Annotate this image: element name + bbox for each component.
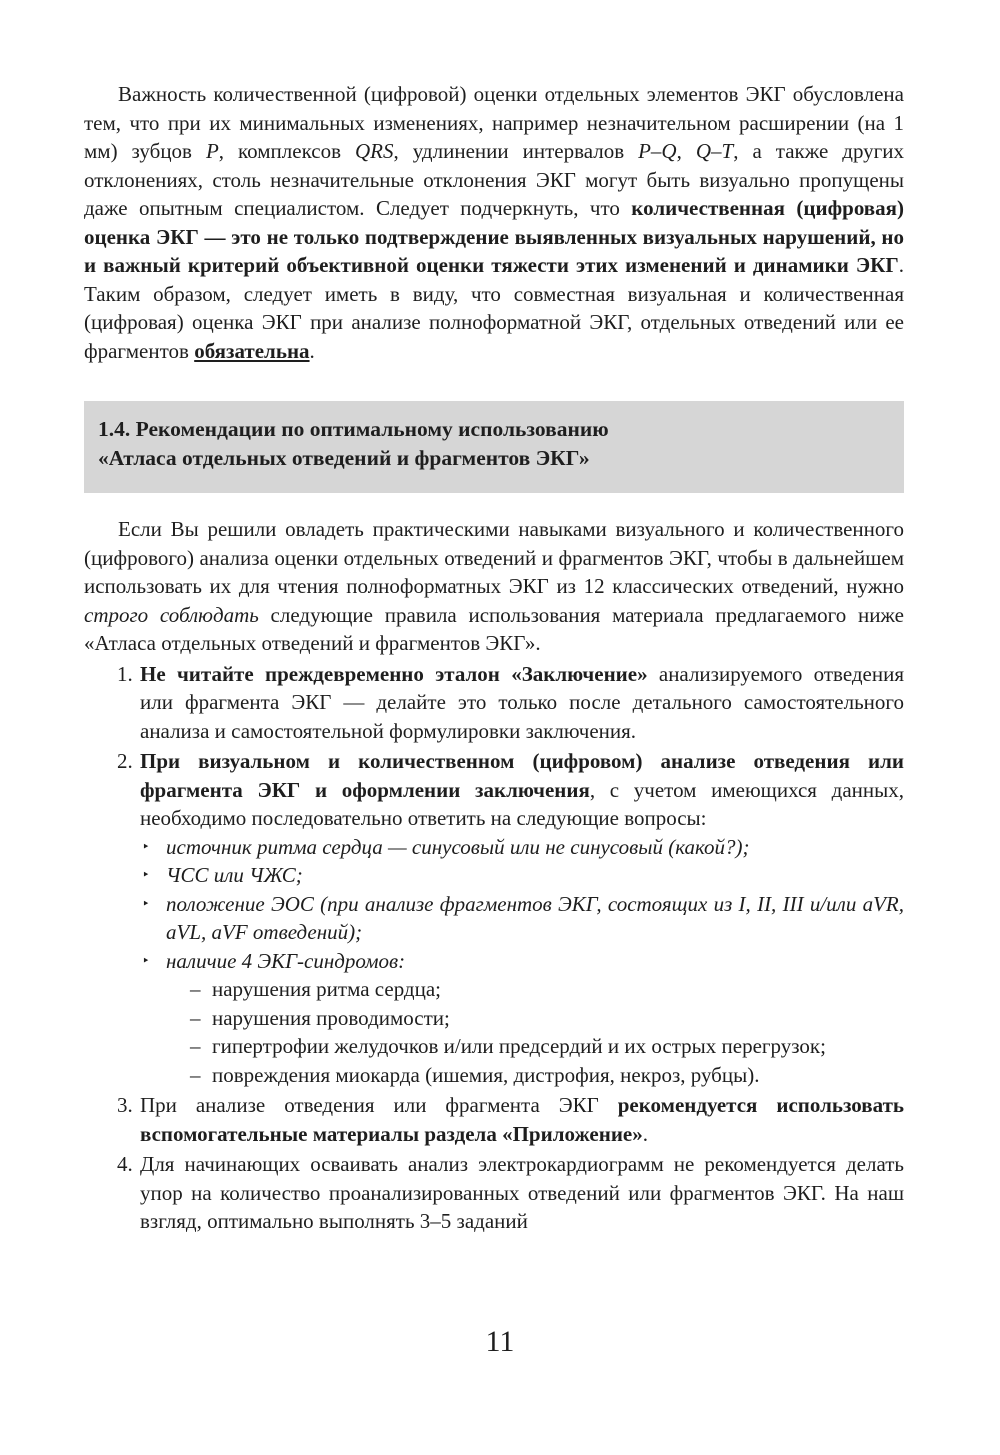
section-heading	[84, 401, 904, 493]
question-item: ‣ источник ритма сердца — синусовый или не синусовый (какой?);	[140, 833, 904, 862]
list-item-4: 4. Для начинающих осваивать анализ электрокардиограмм не рекомендуется делать упор на количество проанализированных отведений или фрагментов ЭКГ. На наш взгляд, оптимально выполнять 3–5 заданий	[117, 1152, 904, 1233]
paragraph-intro: Важность количественной (цифровой) оценки отдельных элементов ЭКГ обусловлена тем, что при их минимальных изменениях, например незначительном расширении (на 1 мм) зубцов P, комплексов QRS, удлинении интервалов P–Q, Q–T, а также других отклонениях, столь незначительные отклонения ЭКГ могут быть визуально пропущены даже опытным специалистом. Следует подчеркнуть, что количественная (цифровая) оценка ЭКГ — это не только подтверждение выявленных визуальных нарушений, но и важный критерий объективной оценки тяжести этих изменений и динамики ЭКГ. Таким образом, следует иметь в виду, что совместная визуальная и количественная (цифровая) оценка ЭКГ при анализе полноформатной ЭКГ, отдельных отведений или ее фрагментов обязательна.	[84, 82, 905, 363]
paragraph-rules: Если Вы решили овладеть практическими навыками визуального и количественного (цифрового) анализа оценки отдельных отведений и фрагментов ЭКГ, чтобы в дальнейшем использовать их для чтения полноформатных ЭКГ из 12 классических отведений, нужно строго соблюдать следующие правила использования материала предлагаемого ниже «Атласа отдельных отведений и фрагментов ЭКГ».	[84, 517, 904, 655]
list-item-2: 2. При визуальном и количественном (цифровом) анализе отведения или фрагмента ЭКГ и оформлении заключения, с учетом имеющихся данных, необходимо последовательно ответить на следующие вопросы: ‣ источник ритма сердца — синусовый или не синусовый (какой?); ‣ ЧСС или ЧЖС; ‣ положение ЭОС (при анализе фрагментов ЭКГ, состоящих из I, II, III и/или aVR, aVL, aVF отведений); ‣ наличие 4 ЭКГ-синдромов: – нарушения ритма сердца; – нарушения проводимости; – гипертрофии желудочков и/или предсердий и их острых перегрузок; – повреждения миокарда (ишемия, дистрофия, некроз, рубцы).	[84, 747, 904, 1089]
section-title-line-1: 1.4. Рекомендации по оптимальному использованию	[98, 417, 609, 441]
questions-list	[140, 833, 904, 1090]
page-number: 11	[485, 1325, 515, 1358]
syndrome-item: – нарушения ритма сердца;	[190, 977, 441, 1001]
page-content	[84, 80, 904, 1236]
bullet-triangle-icon: ‣	[142, 838, 150, 854]
question-item: ‣ наличие 4 ЭКГ-синдромов: – нарушения ритма сердца; – нарушения проводимости; – гипертрофии желудочков и/или предсердий и их острых перегрузок; – повреждения миокарда (ишемия, дистрофия, некроз, рубцы).	[140, 947, 904, 1090]
bullet-triangle-icon: ‣	[142, 867, 150, 882]
section-title-line-2: «Атласа отдельных отведений и фрагментов ЭКГ»	[98, 446, 590, 470]
syndrome-item: – повреждения миокарда (ишемия, дистрофия, некроз, рубцы).	[190, 1062, 760, 1087]
list-item-1: 1. Не читайте преждевременно эталон «Заключение» анализируемого отведения или фрагмента ЭКГ — делайте это только после детального самостоятельного анализа и самостоятельной формулировки заключения.	[117, 661, 905, 743]
list-item-3: 3. При анализе отведения или фрагмента ЭКГ рекомендуется использовать вспомогательные материалы раздела «Приложение».	[117, 1093, 905, 1146]
syndrome-item: – гипертрофии желудочков и/или предсердий и их острых перегрузок;	[190, 1034, 826, 1058]
bullet-triangle-icon: ‣	[142, 895, 150, 911]
syndrome-item: – нарушения проводимости;	[190, 1005, 450, 1030]
bullet-triangle-icon: ‣	[142, 952, 150, 968]
question-item: ‣ ЧСС или ЧЖС;	[140, 861, 904, 890]
question-item: ‣ положение ЭОС (при анализе фрагментов ЭКГ, состоящих из I, II, III и/или aVR, aVL, aVF отведений);	[142, 891, 904, 944]
rules-list	[84, 660, 904, 1236]
syndromes-list	[166, 975, 904, 1089]
